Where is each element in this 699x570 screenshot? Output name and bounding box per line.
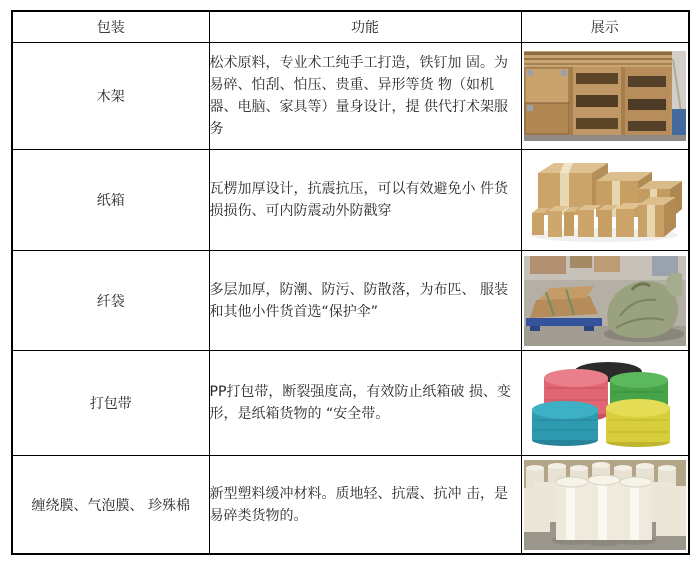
- header-cell-function: 功能: [209, 11, 521, 43]
- woven-bags-photo: [524, 256, 686, 346]
- packaging-name-cell: 打包带: [12, 351, 209, 456]
- display-image-cell: [521, 150, 689, 251]
- display-image-cell: [521, 43, 689, 150]
- packaging-name-cell: 缠绕膜、气泡膜、 珍殊棉: [12, 456, 209, 555]
- header-cell-display: 展示: [521, 11, 689, 43]
- stretch-film-rolls-photo: [524, 460, 686, 550]
- function-description-cell: 松术原料，专业术工纯手工打造，铁钉加 固。为易碎、怕刮、怕压、贵重、异形等货 物（如机器、电脑、家具等）量身设计，提 供代打术架服务: [209, 43, 521, 150]
- table-row-fiber-bag: [12, 251, 689, 351]
- display-image-cell: [521, 351, 689, 456]
- function-description-cell: 新型塑料缓冲材料。质地轻、抗震、抗冲 击，是易碎类货物的。: [209, 456, 521, 555]
- packaging-table: [11, 10, 690, 555]
- function-description-cell: 瓦楞加厚设计，抗震抗压，可以有效避免小 件货损损伤、可内防震动外防戳穿: [209, 150, 521, 251]
- strapping-rolls-photo: [524, 358, 686, 448]
- table-row-film: [12, 456, 689, 555]
- header-cell-packaging: 包装: [12, 11, 209, 43]
- display-image-cell: [521, 251, 689, 351]
- header-row: [12, 11, 689, 43]
- function-description-cell: 多层加厚，防潮、防污、防散落，为布匹、 服装和其他小件货首选“保护伞”: [209, 251, 521, 351]
- packaging-name-cell: 纸箱: [12, 150, 209, 251]
- table-row-strapping: [12, 351, 689, 456]
- packaging-table-container: [11, 10, 690, 555]
- wooden-crates-photo: [524, 51, 686, 141]
- cardboard-boxes-photo: [524, 155, 686, 245]
- function-description-cell: PP打包带，断裂强度高，有效防止纸箱破 损、变形，是纸箱货物的 “安全带。: [209, 351, 521, 456]
- packaging-name-cell: 木架: [12, 43, 209, 150]
- table-row-wooden-frame: [12, 43, 689, 150]
- display-image-cell: [521, 456, 689, 555]
- table-row-carton: [12, 150, 689, 251]
- packaging-name-cell: 纤袋: [12, 251, 209, 351]
